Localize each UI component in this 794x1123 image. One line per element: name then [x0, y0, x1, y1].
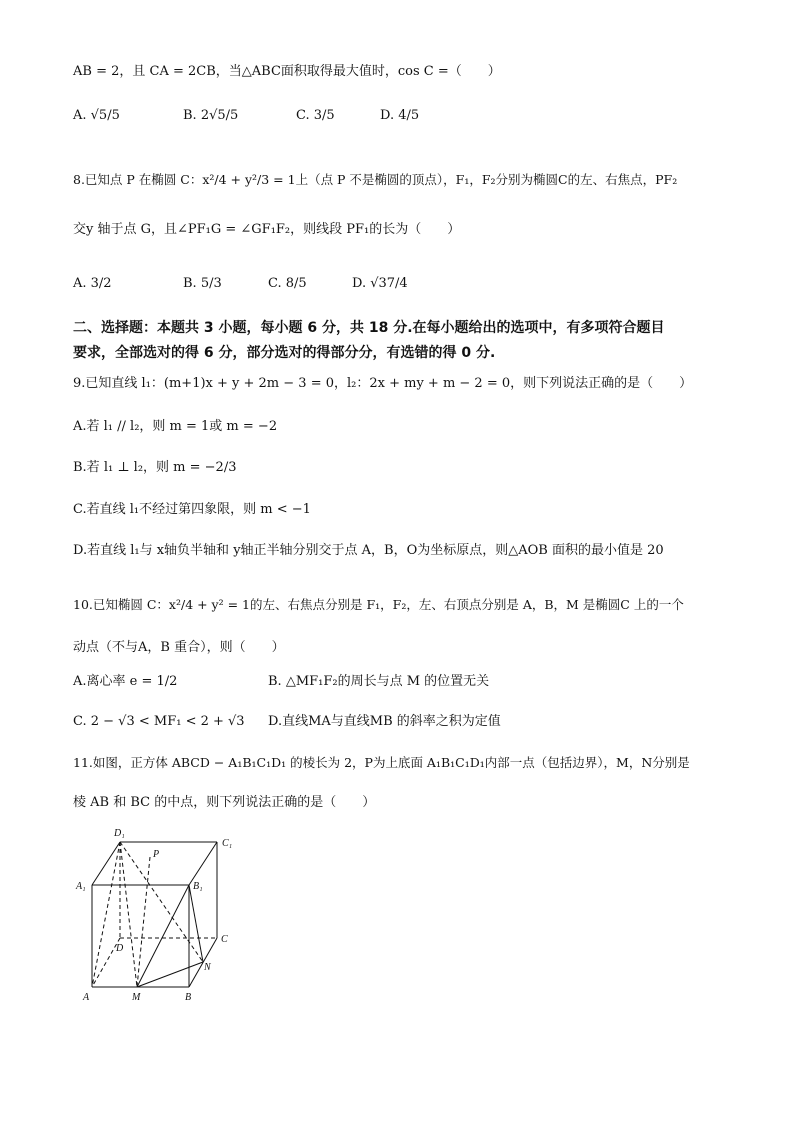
segment-d1-n — [120, 842, 203, 962]
q9-option-b: B.若 l₁ ⊥ l₂，则 m = −2/3 — [73, 460, 237, 475]
q10-option-d: D.直线MA与直线MB 的斜率之积为定值 — [268, 714, 501, 729]
q7-option-a: A. √5/5 — [73, 108, 120, 123]
edge-c1-b1 — [189, 842, 217, 885]
q9-option-a: A.若 l₁ // l₂，则 m = 1或 m = −2 — [73, 419, 278, 434]
segment-m-b1 — [137, 885, 189, 987]
label-c: C — [221, 934, 228, 945]
label-a1: A₁ — [76, 881, 86, 892]
cube-figure — [70, 820, 240, 1010]
q8-stem-line2: 交y 轴于点 G，且∠PF₁G = ∠GF₁F₂，则线段 PF₁的长为（ ） — [73, 222, 461, 237]
q10-stem-line1: 10.已知椭圆 C：x²/4 + y² = 1的左、右焦点分别是 F₁，F₂，左、右顶点分别是 A，B，M 是椭圆C 上的一个 — [73, 597, 684, 612]
section2-heading-line1: 二、选择题：本题共 3 小题，每小题 6 分，共 18 分.在每小题给出的选项中，有多项符合题目 — [73, 320, 665, 336]
label-c1: C₁ — [222, 838, 233, 849]
q10-option-a: A.离心率 e = 1/2 — [73, 674, 178, 689]
q8-option-d: D. √37/4 — [352, 276, 408, 291]
q7-option-c: C. 3/5 — [296, 108, 335, 123]
q8-option-c: C. 8/5 — [268, 276, 307, 291]
q11-stem-line1: 11.如图，正方体 ABCD − A₁B₁C₁D₁ 的棱长为 2，P为上底面 A₁B₁C₁D₁内部一点（包括边界），M，N分别是 — [73, 755, 690, 770]
q7-option-d: D. 4/5 — [380, 108, 420, 123]
label-b: B — [185, 992, 192, 1003]
label-p: P — [153, 849, 160, 860]
q11-stem-line2: 棱 AB 和 BC 的中点，则下列说法正确的是（ ） — [73, 795, 376, 810]
q9-option-d: D.若直线 l₁与 x轴负半轴和 y轴正半轴分别交于点 A，B，O为坐标原点，则△AOB 面积的最小值是 20 — [73, 543, 664, 558]
q8-option-b: B. 5/3 — [183, 276, 222, 291]
label-d: D — [116, 943, 124, 954]
segment-p-m — [137, 857, 150, 987]
q10-option-c: C. 2 − √3 < MF₁ < 2 + √3 — [73, 714, 245, 729]
q8-option-a: A. 3/2 — [73, 276, 112, 291]
label-n: N — [204, 962, 211, 973]
segment-d1-m — [120, 842, 137, 987]
q7-option-b: B. 2√5/5 — [183, 108, 239, 123]
q7-stem: AB = 2，且 CA = 2CB，当△ABC面积取得最大值时，cos C =（ ） — [73, 64, 501, 79]
label-d1: D₁ — [114, 828, 125, 839]
label-b1: B₁ — [193, 881, 203, 892]
label-m: M — [132, 992, 141, 1003]
q9-option-c: C.若直线 l₁不经过第四象限，则 m < −1 — [73, 502, 311, 517]
q10-stem-line2: 动点（不与A，B 重合），则（ ） — [73, 640, 285, 655]
segment-b1-n — [189, 885, 203, 962]
label-a: A — [83, 992, 90, 1003]
segment-m-n — [137, 962, 203, 987]
section2-heading-line2: 要求，全部选对的得 6 分，部分选对的得部分分，有选错的得 0 分. — [73, 345, 496, 361]
q9-stem: 9.已知直线 l₁：(m+1)x + y + 2m − 3 = 0，l₂：2x + my + m − 2 = 0，则下列说法正确的是（ ） — [73, 376, 693, 391]
q10-option-b: B. △MF₁F₂的周长与点 M 的位置无关 — [268, 674, 490, 689]
q8-stem-line1: 8.已知点 P 在椭圆 C：x²/4 + y²/3 = 1上（点 P 不是椭圆的顶点），F₁，F₂分别为椭圆C的左、右焦点，PF₂ — [73, 172, 678, 187]
